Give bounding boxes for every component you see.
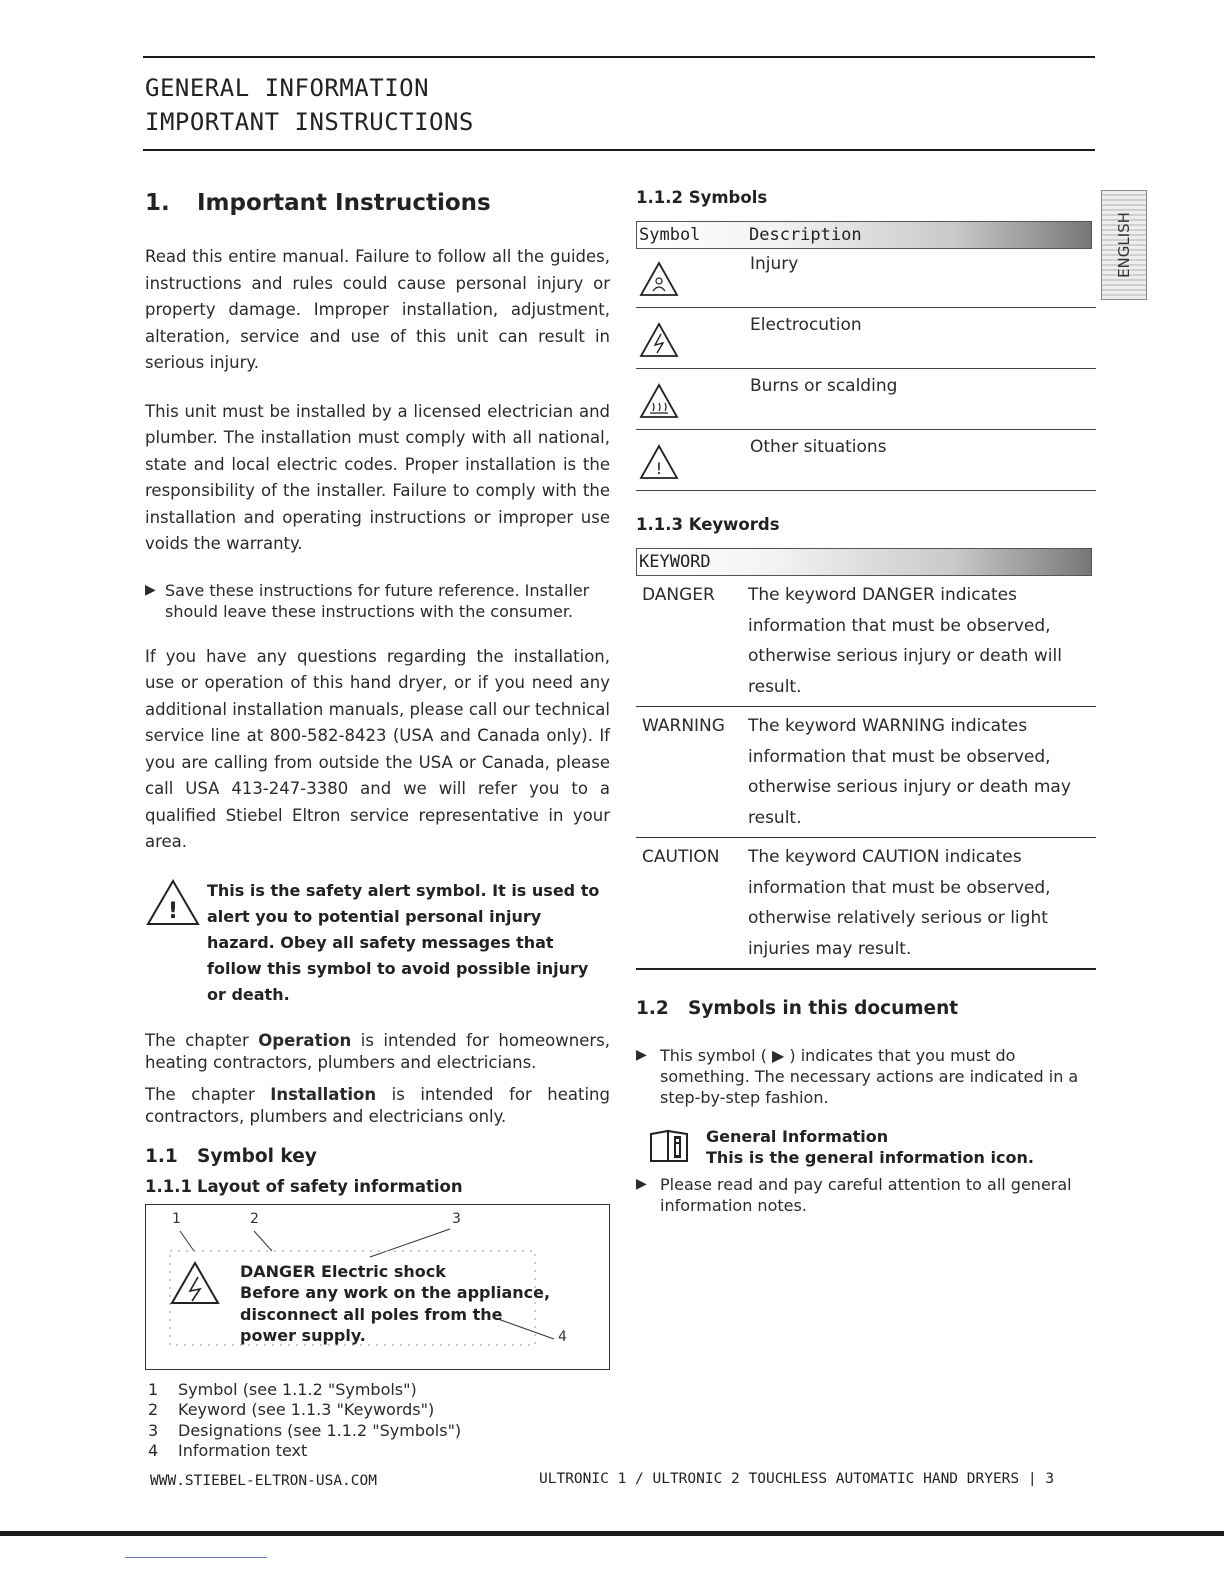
symbol-description: Injury: [750, 254, 799, 274]
support-paragraph: If you have any questions regarding the installation, use or operation of this hand dryer, or if you need any additional installation manuals, please call our technical service line at 800-582-8423 (USA and Canada only). If you are calling from outside the USA or Canada, please call USA 413-247-3380 and we will refer you to a qualified Stiebel Eltron service representative in your area.: [145, 646, 610, 851]
keywords-heading: 1.1.3 Keywords: [636, 515, 780, 534]
symbol-key-heading: 1.1 Symbol key: [145, 1145, 317, 1167]
burns-warning-icon: [639, 383, 679, 419]
header-line-1: GENERAL INFORMATION: [145, 74, 430, 102]
symbol-row: [636, 308, 1096, 369]
operation-chapter-name: Operation: [258, 1030, 352, 1050]
right-column: [636, 188, 1096, 1216]
intro-paragraph: Read this entire manual. Failure to follow all the guides, instructions and rules could cause personal injury or property damage. Improper installation, adjustment, alteration, service and use of this unit can result in serious injury.: [145, 247, 610, 372]
footer-website: WWW.STIEBEL-ELTRON-USA.COM: [150, 1473, 377, 1489]
electrocution-icon: [170, 1261, 220, 1305]
symbol-description: Burns or scalding: [750, 376, 898, 396]
left-column: [145, 190, 610, 1462]
header-bottom-rule: [143, 149, 1095, 151]
symbol-row: [636, 430, 1096, 491]
symbol-description: Other situations: [750, 437, 887, 457]
symbol-row: [636, 369, 1096, 430]
info-text: This is the general information icon.: [706, 1148, 1034, 1167]
symbols-col-description: Description: [749, 225, 862, 245]
keyword-description: The keyword WARNING indicates information that must be observed, otherwise serious injury or death may result.: [748, 716, 1071, 828]
callout-4: 4: [558, 1328, 567, 1345]
keyword-label: WARNING: [642, 716, 725, 736]
info-notes-text: Please read and pay careful attention to all general information notes.: [660, 1175, 1072, 1215]
symbols-in-document-heading: 1.2 Symbols in this document: [636, 998, 959, 1019]
electrocution-warning-icon: [639, 322, 679, 358]
keyword-row: [636, 707, 1096, 838]
svg-text:!: !: [655, 459, 663, 478]
info-title: General Information: [706, 1127, 889, 1146]
callout-1: 1: [172, 1210, 181, 1227]
keywords-col-keyword: KEYWORD: [639, 552, 711, 572]
scan-artifact-line: [125, 1557, 267, 1558]
legend-item: 4 Information text: [148, 1441, 308, 1460]
installation-paragraph: This unit must be installed by a licensed electrician and plumber. The installation must comply with all national, state and local electric codes. Proper installation is the responsibility of the installer. Failure to comply with the installation and operating instructions or improper use voids the warranty.: [145, 401, 610, 553]
safety-alert-note: [145, 878, 610, 1008]
keyword-description: The keyword DANGER indicates information that must be observed, otherwise serious injury or death will result.: [748, 585, 1062, 697]
svg-text:!: !: [167, 898, 179, 924]
operation-chapter-note: The chapter Operation is intended for homeowners, heating contractors, plumbers and electricians.: [145, 1030, 610, 1072]
keyword-label: CAUTION: [642, 847, 720, 867]
installation-chapter-note: The chapter Installation is intended for heating contractors, plumbers and electricians only.: [145, 1084, 610, 1126]
action-symbol-text: This symbol ( ▶ ) indicates that you must do something. The necessary actions are indicated in a step-by-step fashion.: [660, 1046, 1079, 1107]
page-bottom-rule: [0, 1531, 1224, 1536]
header-top-rule: [143, 56, 1095, 58]
symbol-description: Electrocution: [750, 315, 862, 335]
general-information-note: [636, 1126, 1096, 1168]
callout-3: 3: [452, 1210, 461, 1227]
action-symbol-item: [636, 1045, 1096, 1108]
book-info-icon: [648, 1128, 690, 1164]
safety-layout-example: [145, 1204, 610, 1370]
section-number: 1.: [145, 190, 170, 216]
safety-alert-text: This is the safety alert symbol. It is used to alert you to potential personal injury hazard. Obey all safety messages that follow this symbol to avoid possible injury or death.: [207, 880, 600, 1004]
symbols-heading: 1.1.2 Symbols: [636, 188, 768, 207]
layout-example-text: DANGER Electric shock Before any work on the appliance, disconnect all poles from the power supply.: [240, 1261, 551, 1345]
header-line-2: IMPORTANT INSTRUCTIONS: [145, 108, 474, 136]
section-title: Important Instructions: [197, 190, 491, 216]
keywords-table-header: [636, 548, 1092, 576]
save-instructions-item: [145, 580, 610, 622]
symbol-row: [636, 247, 1096, 308]
info-notes-item: [636, 1174, 1096, 1216]
injury-warning-icon: [639, 261, 679, 297]
callout-2: 2: [250, 1210, 259, 1227]
language-tab: [1101, 190, 1147, 300]
symbols-table-header: [636, 221, 1092, 249]
symbols-col-symbol: Symbol: [639, 225, 701, 245]
layout-heading: 1.1.1 Layout of safety information: [145, 1176, 463, 1196]
keyword-row: [636, 838, 1096, 970]
action-arrow-icon: ▶: [636, 1176, 647, 1192]
footer-product-page: ULTRONIC 1 / ULTRONIC 2 TOUCHLESS AUTOMATIC HAND DRYERS | 3: [539, 1471, 1055, 1487]
layout-legend: [145, 1380, 610, 1462]
keyword-description: The keyword CAUTION indicates information that must be observed, otherwise relatively serious or light injuries may result.: [748, 847, 1051, 959]
action-arrow-icon: ▶: [636, 1047, 647, 1063]
language-tab-label: ENGLISH: [1115, 212, 1133, 278]
installation-chapter-name: Installation: [270, 1084, 377, 1104]
legend-item: 3 Designations (see 1.1.2 "Symbols"): [148, 1420, 462, 1440]
general-warning-icon: [639, 444, 679, 480]
keyword-label: DANGER: [642, 585, 715, 605]
keyword-row: [636, 576, 1096, 707]
legend-item: 2 Keyword (see 1.1.3 "Keywords"): [148, 1400, 435, 1419]
section-heading: [145, 190, 610, 216]
safety-alert-icon: [145, 878, 201, 928]
action-arrow-icon: ▶: [145, 581, 156, 598]
save-instructions-text: Save these instructions for future reference. Installer should leave these instructions with the consumer.: [165, 580, 590, 621]
legend-item: 1 Symbol (see 1.1.2 "Symbols"): [148, 1379, 417, 1399]
